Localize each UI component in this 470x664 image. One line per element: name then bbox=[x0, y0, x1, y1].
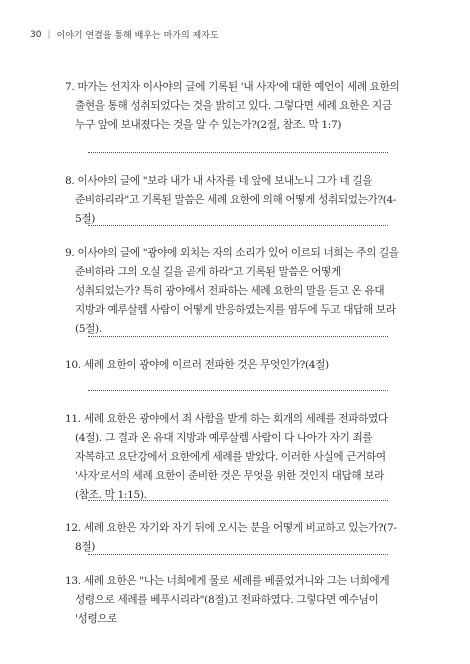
answer-line bbox=[88, 554, 388, 555]
page-header bbox=[30, 28, 219, 41]
question-13 bbox=[65, 572, 408, 629]
question-text: 세례 요한은 "나는 너희에게 물로 세례를 베풀었거니와 그는 너희에게 성령으로 세례를 베푸시리라"(8절)고 전파하였다. 그렇다면 예수님이 '성령으로 bbox=[75, 575, 390, 625]
question-number: 12. bbox=[65, 522, 81, 534]
answer-line bbox=[88, 336, 388, 337]
question-12 bbox=[65, 519, 408, 557]
header-separator: | bbox=[47, 29, 51, 40]
page-number: 30 bbox=[30, 29, 42, 40]
question-number: 8. bbox=[65, 175, 75, 187]
question-number: 9. bbox=[65, 247, 75, 259]
question-text: 세례 요한은 자기와 자기 뒤에 오시는 분을 어떻게 비교하고 있는가?(7-8절) bbox=[75, 522, 397, 553]
question-10 bbox=[65, 356, 408, 375]
question-number: 7. bbox=[65, 81, 75, 93]
answer-line bbox=[88, 390, 388, 391]
question-text: 마가는 선지자 이사야의 글에 기록된 '내 사자'에 대한 예언이 세례 요한의 출현을 통해 성취되었다는 것을 밝히고 있다. 그렇다면 세례 요한은 지금 누구 앞에 보내졌다는 것을 알 수 있는가?(2절, 참조. 막 1:7) bbox=[75, 81, 400, 131]
question-11 bbox=[65, 410, 408, 505]
book-title: 이야기 연결을 통해 배우는 마가의 제자도 bbox=[56, 31, 219, 41]
question-text: 이사야의 글에 "보라 내가 내 사자를 네 앞에 보내노니 그가 네 길을 준비하리라"고 기록된 말씀은 세례 요한에 의해 어떻게 성취되었는가?(4-5절) bbox=[75, 175, 397, 225]
answer-line bbox=[88, 152, 388, 153]
answer-line bbox=[88, 500, 388, 501]
question-text: 이사야의 글에 "광야에 외치는 자의 소리가 있어 이르되 너희는 주의 길을 준비하라 그의 오실 길을 곧게 하라"고 기록된 말씀은 어떻게 성취되었는가? 특히 광야에서 전파하는 세례 요한의 말을 듣고 온 유대 지방과 예루살렘 사람이 어떻게 반응하였는지를 염두에 두고 대답해 보라(5절). bbox=[75, 247, 399, 335]
question-7 bbox=[65, 78, 408, 135]
question-8 bbox=[65, 172, 408, 229]
question-text: 세례 요한이 광야에 이르러 전파한 것은 무엇인가?(4절) bbox=[83, 359, 329, 371]
question-number: 13. bbox=[65, 575, 81, 587]
question-text: 세례 요한은 광야에서 죄 사함을 받게 하는 회개의 세례를 전파하였다(4절). 그 결과 온 유대 지방과 예루살렘 사람이 다 나아가 자기 죄를 자복하고 요단강에서 요한에게 세례를 받았다. 이러한 사실에 근거하여 '사자'로서의 세례 요한이 준비한 것은 무엇을 위한 것인지 대답해 보라(참조. 막 1:15). bbox=[75, 413, 388, 501]
question-number: 10. bbox=[65, 359, 81, 371]
answer-line bbox=[88, 225, 388, 226]
question-9 bbox=[65, 244, 408, 339]
question-number: 11. bbox=[65, 413, 81, 425]
